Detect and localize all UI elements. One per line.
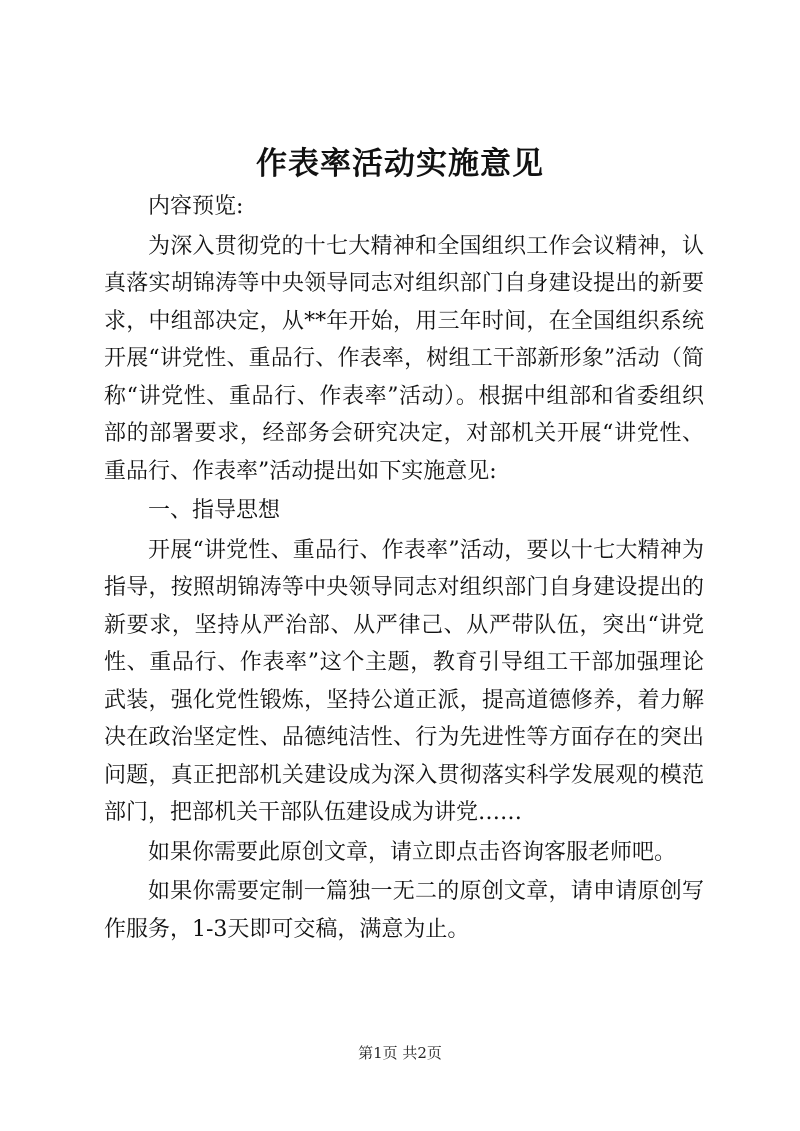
- page-title: 作表率活动实施意见: [256, 146, 544, 182]
- promo-paragraph-custom: 如果你需要定制一篇独一无二的原创文章，请申请原创写作服务，1-3天即可交稿，满意为止。: [104, 879, 704, 942]
- guiding-ideology-paragraph: 开展“讲党性、重品行、作表率”活动，要以十七大精神为指导，按照胡锦涛等中央领导同志对组织部门自身建设提出的新要求，坚持从严治部、从严律己、从严带队伍，突出“讲党性、重品行、作表率”这个主题，教育引导组工干部加强理论武装，强化党性锻炼，坚持公道正派，提高道德修养，着力解决在政治坚定性、品德纯洁性、行为先进性等方面存在的突出问题，真正把部机关建设成为深入贯彻落实科学发展观的模范部门，把部机关干部队伍建设成为讲党……: [104, 537, 704, 825]
- page-number-footer: 第1页 共2页: [358, 1044, 442, 1062]
- section-heading-guiding-ideology: 一、指导思想: [148, 498, 281, 523]
- preview-label: 内容预览:: [148, 194, 244, 219]
- promo-paragraph-consult: 如果你需要此原创文章，请立即点击咨询客服老师吧。: [148, 839, 677, 865]
- document-body: [104, 188, 704, 948]
- intro-paragraph: 为深入贯彻党的十七大精神和全国组织工作会议精神，认真落实胡锦涛等中央领导同志对组织部门自身建设提出的新要求，中组部决定，从**年开始，用三年时间，在全国组织系统开展“讲党性、重品行、作表率，树组工干部新形象”活动（简称“讲党性、重品行、作表率”活动）。根据中组部和省委组织部的部署要求，经部务会研究决定，对部机关开展“讲党性、重品行、作表率”活动提出如下实施意见:: [104, 233, 704, 484]
